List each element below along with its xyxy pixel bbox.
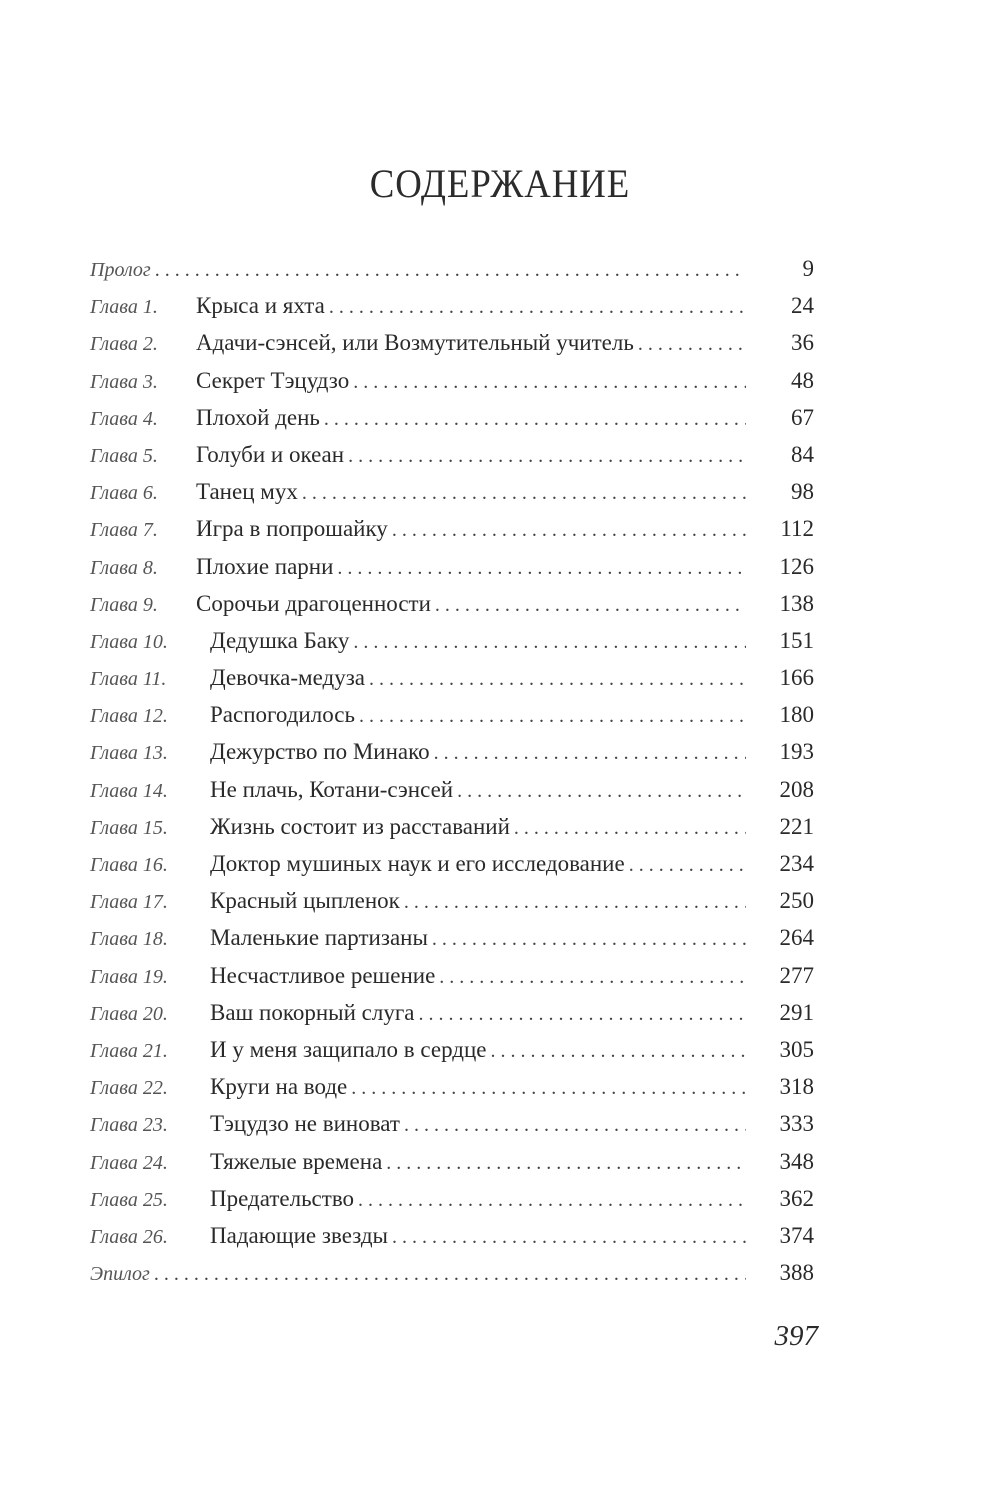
toc-entry-label: Глава 6.	[90, 482, 158, 505]
toc-entry-page: 126	[779, 553, 814, 579]
toc-entry-page: 180	[779, 702, 814, 728]
dot-leader	[638, 326, 746, 363]
toc-entry	[90, 362, 814, 399]
toc-entry	[90, 696, 814, 733]
toc-entry-title: Распогодилось	[210, 702, 355, 728]
dot-leader	[439, 959, 746, 996]
toc-entry	[90, 324, 814, 361]
toc-entry-page: 138	[779, 590, 814, 616]
toc-entry	[90, 585, 814, 622]
toc-entry-title: Игра в попрошайку	[196, 516, 388, 542]
toc-entry	[90, 919, 814, 956]
dot-leader	[369, 661, 746, 698]
toc-entry-label: Глава 3.	[90, 370, 158, 393]
toc-entry-page: 388	[779, 1260, 814, 1286]
toc-entry-page: 36	[791, 330, 814, 356]
toc-entry	[90, 808, 814, 845]
toc-entry	[90, 1254, 814, 1291]
toc-entry-title: Не плачь, Котани-сэнсей	[210, 776, 454, 802]
toc-entry-title: Танец мух	[196, 479, 298, 505]
dot-leader	[392, 1219, 746, 1256]
toc-entry	[90, 1105, 814, 1142]
toc-entry-label: Эпилог	[90, 1263, 150, 1286]
toc-entry-page: 24	[791, 293, 814, 319]
toc-entry-label: Глава 12.	[90, 705, 168, 728]
toc-entry-label: Глава 26.	[90, 1225, 168, 1248]
toc-entry-page: 318	[779, 1074, 814, 1100]
toc-entry-label: Глава 15.	[90, 816, 168, 839]
dot-leader	[337, 550, 746, 587]
toc-entry-title: Падающие звезды	[210, 1222, 389, 1248]
toc-entry-label: Глава 19.	[90, 965, 168, 988]
toc-entry-page: 291	[779, 999, 814, 1025]
toc-entry-title: Доктор мушиных наук и его исследование	[210, 851, 625, 876]
toc-entry	[90, 510, 814, 547]
dot-leader	[457, 773, 746, 810]
toc-entry-page: 250	[779, 888, 814, 914]
toc-entry-title: Несчастливое решение	[210, 962, 436, 988]
toc-entry-label: Глава 8.	[90, 556, 158, 579]
page-number: 397	[774, 1320, 818, 1352]
dot-leader	[629, 847, 746, 884]
toc-entry	[90, 1180, 814, 1217]
toc-entry	[90, 957, 814, 994]
toc-entry-title: Секрет Тэцудзо	[196, 367, 350, 393]
toc-entry-title: Плохие парни	[196, 553, 334, 579]
toc-entry-label: Глава 24.	[90, 1151, 168, 1174]
toc-entry-title: Красный цыпленок	[210, 888, 400, 914]
dot-leader	[302, 475, 746, 512]
toc-entry	[90, 882, 814, 919]
toc-entry-page: 348	[779, 1148, 814, 1174]
toc-entry-title: Маленькие партизаны	[210, 925, 428, 951]
toc-entry-title: Жизнь состоит из расставаний	[210, 813, 510, 839]
toc-entry-page: 151	[779, 627, 814, 653]
toc-entry-title: Дежурство по Минако	[210, 739, 430, 765]
dot-leader	[348, 438, 746, 475]
toc-entry	[90, 250, 814, 287]
toc-entry-title: Девочка-медуза	[210, 665, 366, 691]
toc-entry-label: Глава 5.	[90, 444, 158, 467]
toc-entry-page: 221	[779, 813, 814, 839]
toc-entry-label: Глава 14.	[90, 779, 168, 802]
toc-entry-label: Глава 4.	[90, 407, 158, 430]
dot-leader	[324, 401, 746, 438]
dot-leader	[432, 921, 746, 958]
toc-entry-label: Глава 11.	[90, 668, 167, 691]
toc-entry-title: Плохой день	[196, 404, 320, 430]
toc-entry-page: 362	[779, 1185, 814, 1211]
toc-entry-label: Глава 20.	[90, 1002, 168, 1025]
toc-entry	[90, 1068, 814, 1105]
dot-leader	[435, 587, 746, 624]
toc-entry-page: 9	[802, 256, 814, 281]
toc-entry-label: Глава 9.	[90, 593, 158, 616]
dot-leader	[514, 810, 746, 847]
toc-entry-label: Глава 18.	[90, 928, 168, 951]
toc-entry-title: Круги на воде	[210, 1074, 348, 1100]
toc-entry-page: 277	[779, 962, 814, 988]
dot-leader	[434, 735, 746, 772]
toc-entry	[90, 436, 814, 473]
toc-entry-page: 374	[779, 1222, 814, 1248]
toc-entry-page: 48	[791, 367, 814, 393]
toc-entry-title: Сорочьи драгоценности	[196, 590, 431, 616]
toc-entry-label: Глава 13.	[90, 742, 168, 765]
toc-entry	[90, 473, 814, 510]
toc-entry-page: 98	[791, 479, 814, 505]
toc-entry-title: И у меня защипало в сердце	[210, 1036, 487, 1062]
table-of-contents	[90, 250, 814, 1291]
dot-leader	[491, 1033, 747, 1070]
toc-entry-label: Глава 22.	[90, 1077, 168, 1100]
toc-entry-title: Тэцудзо не виноват	[210, 1111, 400, 1137]
toc-entry-title: Предательство	[210, 1185, 355, 1211]
dot-leader	[329, 289, 746, 326]
toc-entry-label: Глава 10.	[90, 630, 168, 653]
toc-entry-page: 305	[779, 1036, 814, 1062]
dot-leader	[358, 1182, 746, 1219]
page-title: СОДЕРЖАНИЕ	[369, 161, 631, 206]
toc-entry-title: Тяжелые времена	[210, 1148, 383, 1174]
toc-entry-label: Глава 17.	[90, 891, 168, 914]
toc-entry-label: Пролог	[90, 259, 151, 281]
toc-entry	[90, 771, 814, 808]
toc-entry-page: 67	[791, 404, 814, 430]
toc-entry-page: 166	[779, 665, 814, 691]
toc-entry-label: Глава 7.	[90, 519, 158, 542]
toc-entry	[90, 659, 814, 696]
toc-entry	[90, 1217, 814, 1254]
toc-entry-label: Глава 23.	[90, 1114, 168, 1137]
toc-entry-page: 112	[780, 516, 814, 542]
toc-entry-page: 234	[779, 851, 814, 876]
dot-leader	[155, 252, 746, 289]
dot-leader	[386, 1145, 746, 1182]
toc-entry-label: Глава 21.	[90, 1039, 168, 1062]
toc-entry-label: Глава 1.	[90, 296, 158, 319]
toc-entry	[90, 1031, 814, 1068]
toc-entry-title: Ваш покорный слуга	[210, 999, 415, 1025]
toc-entry-page: 333	[779, 1111, 814, 1137]
toc-entry-page: 193	[779, 739, 814, 765]
toc-entry	[90, 399, 814, 436]
toc-entry-title: Адачи-сэнсей, или Возмутительный учитель	[196, 330, 634, 356]
dot-leader	[404, 1107, 746, 1144]
toc-entry	[90, 1143, 814, 1180]
toc-entry-label: Глава 2.	[90, 333, 158, 356]
toc-entry-title: Крыса и яхта	[196, 293, 325, 319]
dot-leader	[351, 1070, 746, 1107]
toc-entry-label: Глава 16.	[90, 854, 168, 876]
toc-entry-title: Голуби и океан	[196, 441, 345, 467]
toc-entry	[90, 733, 814, 770]
dot-leader	[353, 624, 746, 661]
dot-leader	[392, 512, 746, 549]
toc-entry-page: 264	[779, 925, 814, 951]
toc-entry-page: 84	[791, 441, 814, 467]
toc-entry	[90, 845, 814, 882]
toc-entry	[90, 287, 814, 324]
toc-entry	[90, 622, 814, 659]
dot-leader	[418, 996, 746, 1033]
toc-entry	[90, 994, 814, 1031]
toc-entry	[90, 548, 814, 585]
toc-entry-page: 208	[779, 776, 814, 802]
toc-entry-label: Глава 25.	[90, 1188, 168, 1211]
dot-leader	[404, 884, 746, 921]
dot-leader	[154, 1256, 746, 1293]
toc-entry-title: Дедушка Баку	[210, 627, 350, 653]
dot-leader	[353, 364, 746, 401]
dot-leader	[359, 698, 746, 735]
